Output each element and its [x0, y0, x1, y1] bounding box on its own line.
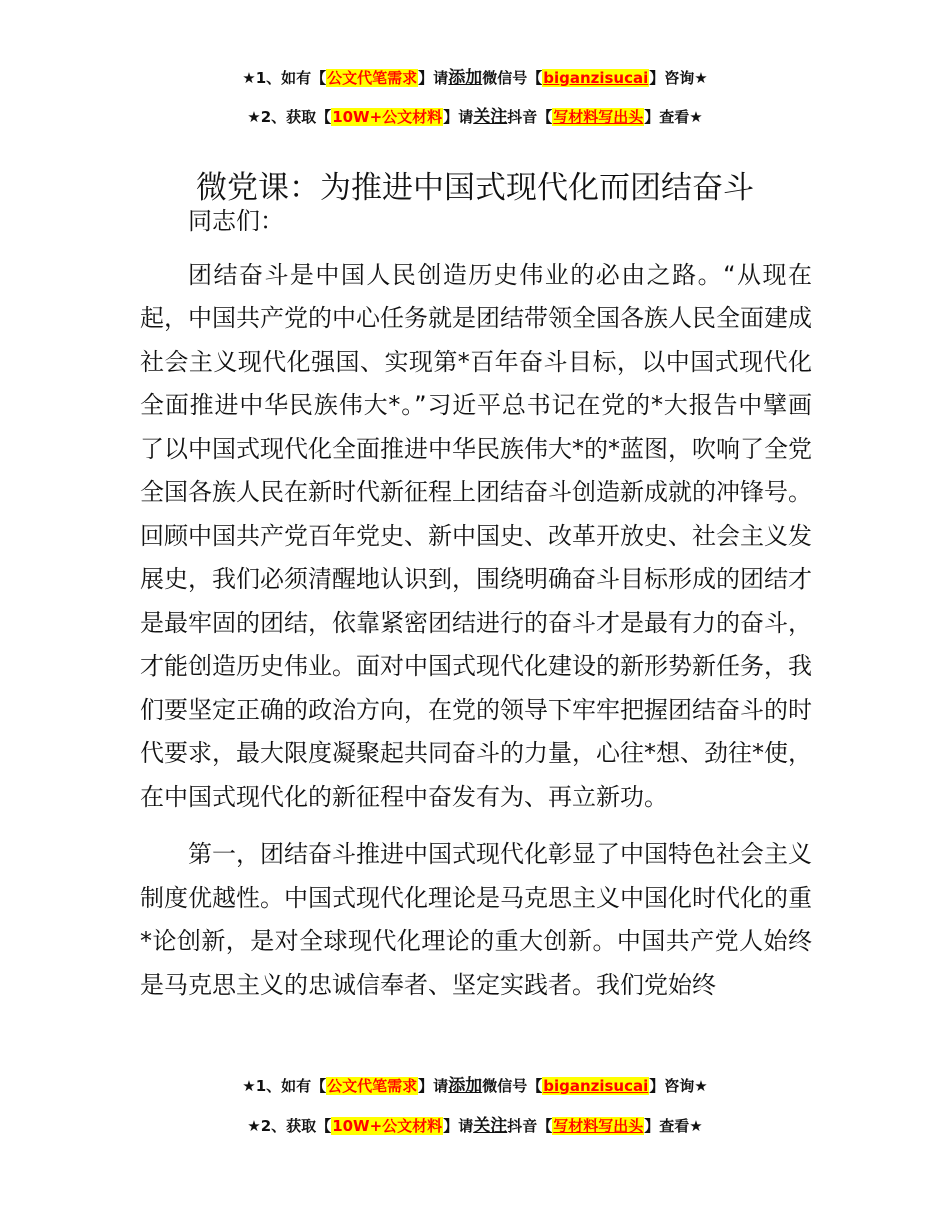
- notice-text: 】请: [443, 108, 474, 126]
- notice-text: 】查看★: [644, 108, 703, 126]
- paragraph-1: 团结奋斗是中国人民创造历史伟业的必由之路。“从现在起，中国共产党的中心任务就是团结带领全国各族人民全面建成社会主义现代化强国、实现第*百年奋斗目标，以中国式现代化全面推进中华民族伟大*。”习近平总书记在党的*大报告中擘画了以中国式现代化全面推进中华民族伟大*的*蓝图，吹响了全党全国各族人民在新时代新征程上团结奋斗创造新成就的冲锋号。回顾中国共产党百年党史、新中国史、改革开放史、社会主义发展史，我们必须清醒地认识到，围绕明确奋斗目标形成的团结才是最牢固的团结，依靠紧密团结进行的奋斗才是最有力的奋斗，才能创造历史伟业。面对中国式现代化建设的新形势新任务，我们要坚定正确的政治方向，在党的领导下牢牢把握团结奋斗的时代要求，最大限度凝聚起共同奋斗的力量，心往*想、劲往*使，在中国式现代化的新征程中奋发有为、再立新功。: [140, 260, 812, 811]
- notice-text: ★2、获取【: [247, 1117, 332, 1135]
- paragraph-2: 第一，团结奋斗推进中国式现代化彰显了中国特色社会主义制度优越性。中国式现代化理论是马克思主义中国化时代化的重*论创新，是对全球现代化理论的重大创新。中国共产党人始终是马克思主义的忠诚信奉者、坚定实践者。我们党始终: [140, 840, 812, 999]
- douyin-id-highlight: 写材料写出头: [553, 1117, 644, 1135]
- underlined-keyword: 关注: [473, 1116, 508, 1136]
- notice-text: 微信号【: [482, 69, 543, 87]
- notice-text: 抖音【: [507, 108, 553, 126]
- document-title: 微党课：为推进中国式现代化而团结奋斗: [196, 169, 754, 206]
- highlight-materials: 10W+公文材料: [332, 108, 443, 126]
- notice-text: 】请: [418, 1077, 449, 1095]
- notice-text: 微信号【: [482, 1077, 543, 1095]
- underlined-keyword: 关注: [473, 107, 508, 127]
- wechat-id-highlight: biganzisucai: [543, 69, 649, 87]
- notice-text: ★1、如有【: [242, 1077, 327, 1095]
- douyin-id-highlight: 写材料写出头: [553, 108, 644, 126]
- footer-notice-line-1: [0, 1076, 950, 1096]
- notice-text: ★1、如有【: [242, 69, 327, 87]
- notice-text: ★2、获取【: [247, 108, 332, 126]
- underlined-keyword: 添加: [448, 1076, 483, 1096]
- underlined-keyword: 添加: [448, 68, 483, 88]
- notice-text: 抖音【: [507, 1117, 553, 1135]
- footer-notice-line-2: [0, 1116, 950, 1136]
- notice-text: 】请: [418, 69, 449, 87]
- notice-text: 】咨询★: [649, 1077, 708, 1095]
- highlight-service: 公文代笔需求: [327, 69, 418, 87]
- notice-text: 】请: [443, 1117, 474, 1135]
- header-notice-line-2: [0, 107, 950, 127]
- highlight-materials: 10W+公文材料: [332, 1117, 443, 1135]
- document-body: [140, 200, 812, 1021]
- header-notice-line-1: [0, 68, 950, 88]
- highlight-service: 公文代笔需求: [327, 1077, 418, 1095]
- notice-text: 】咨询★: [649, 69, 708, 87]
- greeting: 同志们：: [188, 207, 284, 235]
- wechat-id-highlight: biganzisucai: [543, 1077, 649, 1095]
- notice-text: 】查看★: [644, 1117, 703, 1135]
